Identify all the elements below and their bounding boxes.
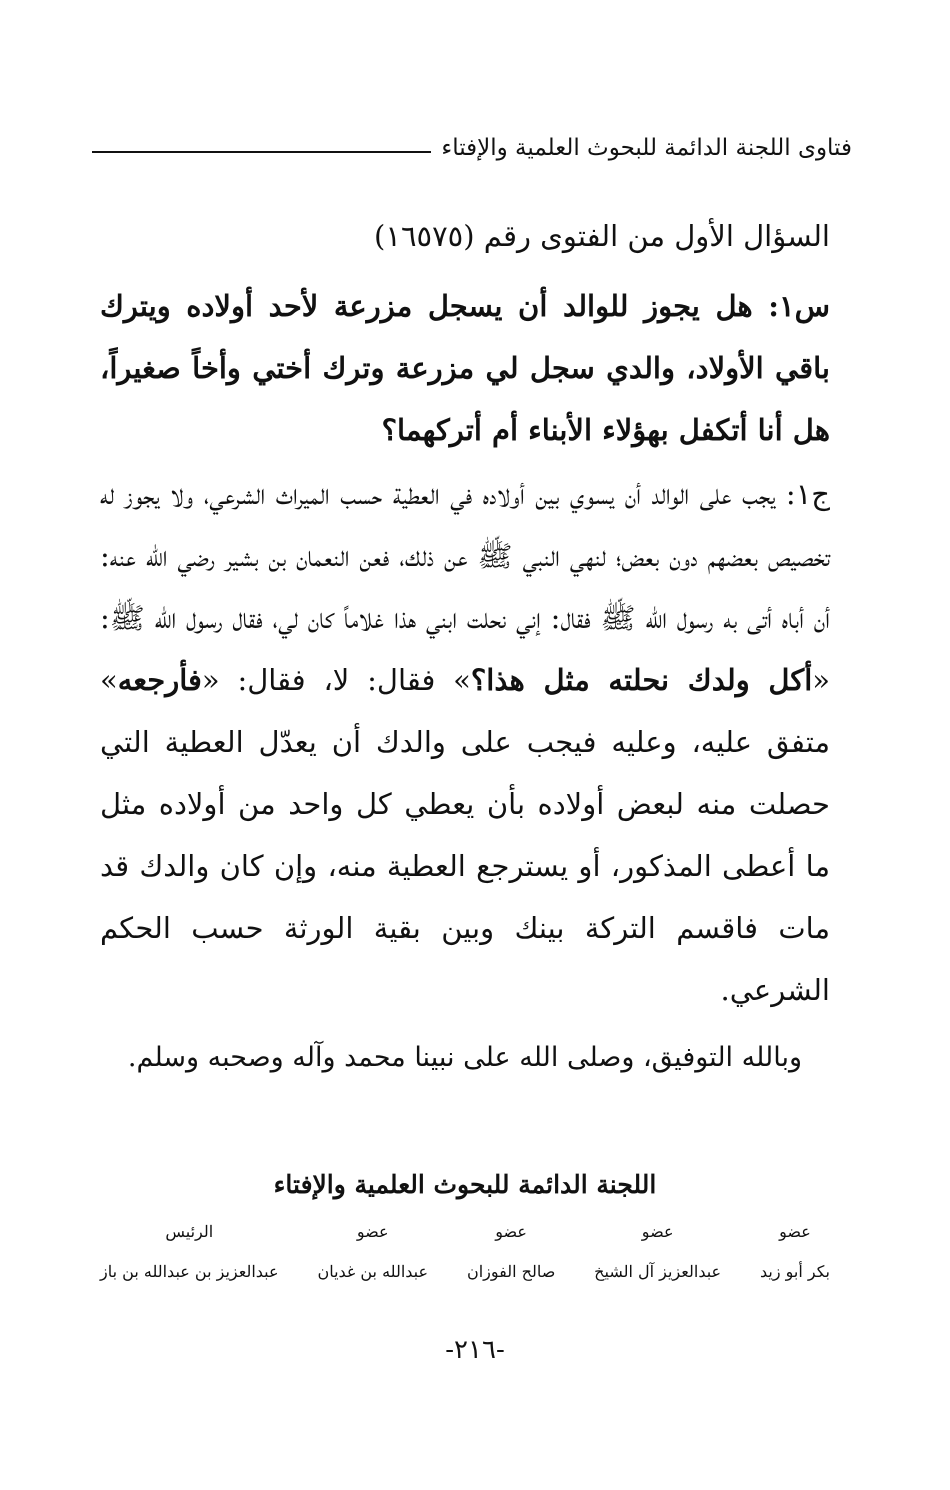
fatwa-body bbox=[100, 205, 830, 1089]
answer-text bbox=[100, 463, 830, 1021]
page-number: -٢١٦- bbox=[445, 1335, 505, 1365]
header-rule bbox=[92, 151, 431, 153]
signatory-name: عبدالعزيز بن عبدالله بن باز bbox=[100, 1262, 279, 1281]
signatories bbox=[100, 1222, 830, 1281]
signatory bbox=[760, 1222, 830, 1281]
committee-name: اللجنة الدائمة للبحوث العلمية والإفتاء bbox=[273, 1170, 657, 1199]
answer-part-3: » متفق عليه، وعليه فيجب على والدك أن يعدّل العطية التي حصلت منه لبعض أولاده بأن يعطي كل واحد من أولاده مثل ما أعطى المذكور، أو يسترجع العطية منه، وإن كان والدك قد مات فاقسم التركة بينك وبين بقية الورثة حسب الحكم الشرعي. bbox=[100, 663, 830, 1007]
signatory-name: صالح الفوزان bbox=[466, 1262, 556, 1281]
hadith-question: أكل ولدك نحلته مثل هذا؟ bbox=[470, 663, 813, 697]
question-heading: السؤال الأول من الفتوى رقم (١٦٥٧٥) bbox=[374, 219, 830, 253]
page-header bbox=[92, 128, 852, 168]
question-text: س١: هل يجوز للوالد أن يسجل مزرعة لأحد أولاده ويترك باقي الأولاد، والدي سجل لي مزرعة وترك أختي وأخاً صغيراً، هل أنا أتكفل بهؤلاء الأبناء أم أتركهما؟ bbox=[100, 289, 830, 447]
answer-part-2: » فقال: لا، فقال: « bbox=[201, 663, 471, 697]
answer-part-1: ج١: يجب على الوالد أن يسوي بين أولاده في العطية حسب الميراث الشرعي، ولا يجوز له تخصيص بعضهم دون بعض؛ لنهي النبي ﷺ عن ذلك، فعن النعمان بن بشير رضي الله عنه: أن أباه أتى به رسول الله ﷺ فقال: إني نحلت ابني هذا غلاماً كان لي، فقال رسول الله ﷺ: « bbox=[100, 477, 830, 697]
signatory bbox=[317, 1222, 428, 1281]
signatory-role: عضو bbox=[356, 1222, 389, 1241]
hadith-command: فأرجعه bbox=[117, 663, 202, 697]
signatory-role: عضو bbox=[641, 1222, 674, 1241]
closing-line: وبالله التوفيق، وصلى الله على نبينا محمد وآله وصحبه وسلم. bbox=[127, 1042, 803, 1073]
signatory-role: عضو bbox=[495, 1222, 527, 1241]
signatory bbox=[594, 1222, 721, 1281]
signatory-role: عضو bbox=[779, 1222, 811, 1241]
header-title: فتاوى اللجنة الدائمة للبحوث العلمية والإفتاء bbox=[441, 135, 852, 161]
signatory-role: الرئيس bbox=[165, 1222, 214, 1241]
signatory bbox=[100, 1222, 279, 1281]
signatory-name: عبدالعزيز آل الشيخ bbox=[594, 1262, 722, 1281]
signatory-name: بكر أبو زيد bbox=[759, 1262, 830, 1281]
signatory-name: عبدالله بن غديان bbox=[317, 1262, 429, 1281]
signatory bbox=[467, 1222, 555, 1281]
